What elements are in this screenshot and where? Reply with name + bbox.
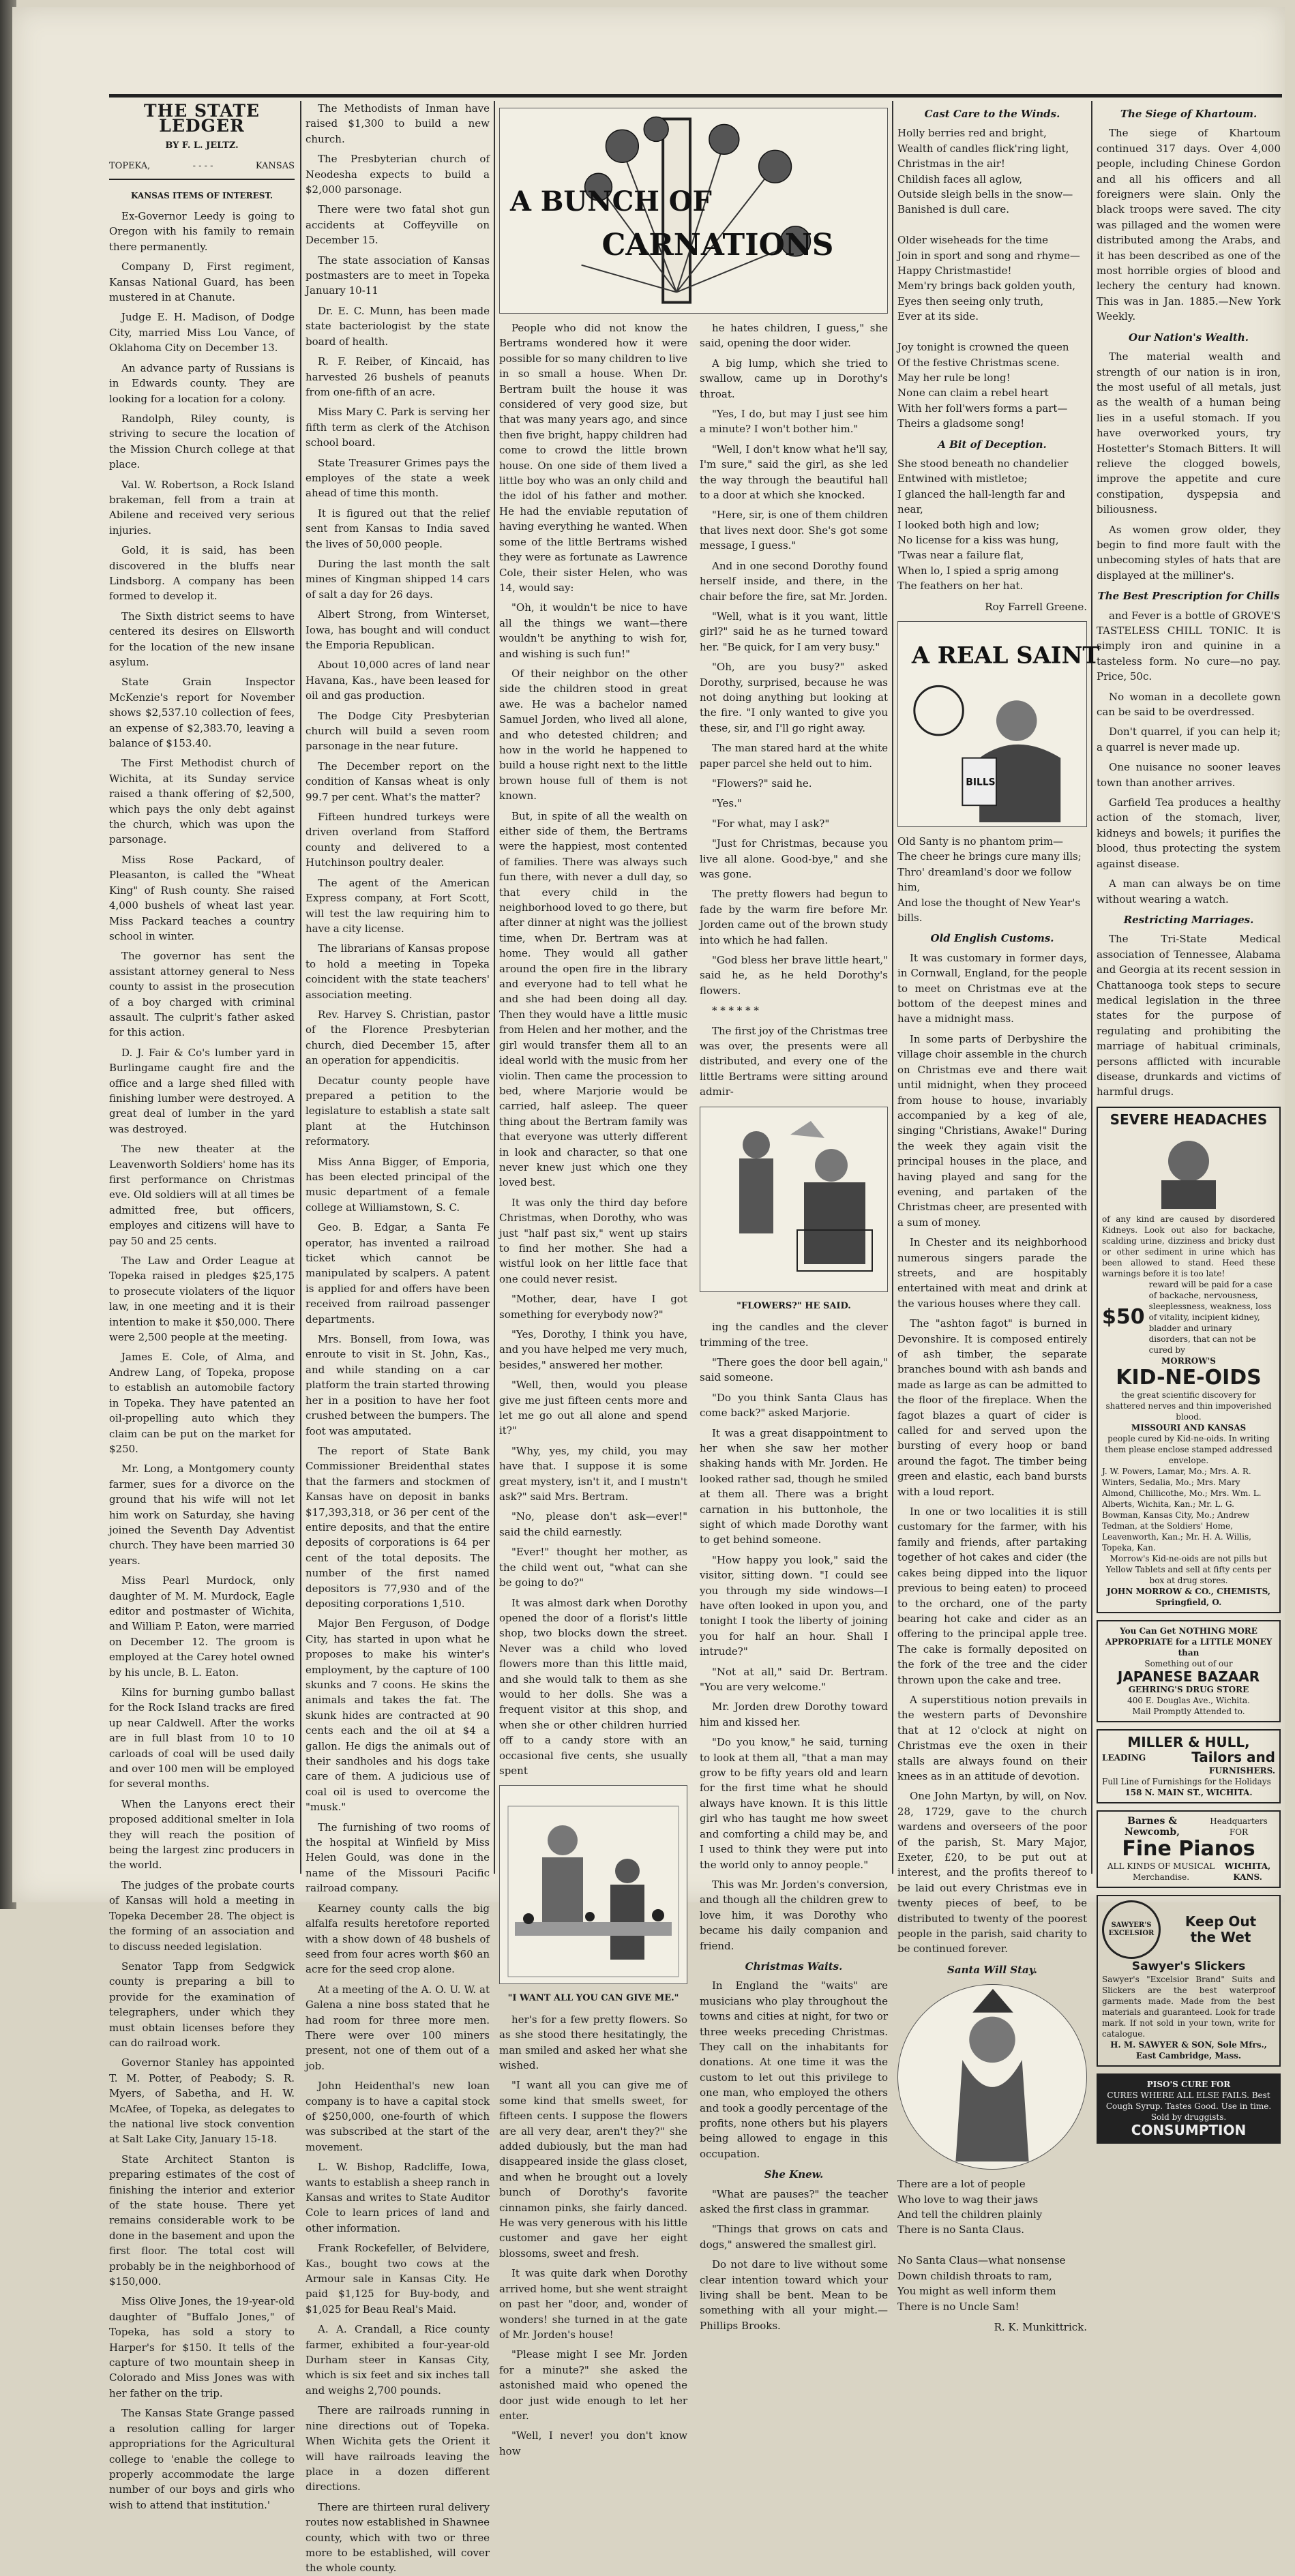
section-heading: KANSAS ITEMS OF INTEREST. bbox=[130, 190, 273, 200]
story-paragraph: "Yes." bbox=[712, 797, 742, 810]
story-paragraph: "Yes, Dorothy, I think you have, and you have helped me very much, besides," answered her mother. bbox=[499, 1328, 687, 1371]
miller-hull-ad bbox=[1097, 1729, 1281, 1803]
ad-address: 158 N. MAIN ST., WICHITA. bbox=[1125, 1787, 1253, 1797]
masthead-title: THE STATE LEDGER bbox=[144, 101, 260, 136]
news-item: Company D, First regiment, Kansas National Guard, has been mustered in at Chanute. bbox=[109, 260, 295, 304]
ad-side: GEHRING'S DRUG STORE bbox=[1128, 1685, 1249, 1694]
short-item: A man can always be on time without wearing a watch. bbox=[1097, 878, 1281, 905]
top-rule bbox=[109, 94, 1282, 98]
story-right-paras-2 bbox=[700, 1319, 888, 1953]
story-column bbox=[499, 101, 889, 2457]
news-item: Randolph, Riley county, is striving to secure the location of the Mission Church college at that place. bbox=[109, 412, 295, 471]
poem-santa-stay: There are a lot of people Who love to wag their jaws And tell the children plainly There is no Santa Claus. No Santa Claus—what nonsense Down childish throats to ram, You might as well inform them There is no Uncle Sam! bbox=[897, 2178, 1066, 2313]
story-paragraph: It was a great disappointment to her when she saw her mother shaking hands with Mr. Jorden. He looked rather sad, though he smiled at them all. There was a bright carnation in his buttonhole, the sight of which made Dorothy want to get behind someone. bbox=[700, 1426, 888, 1546]
news-item: State Treasurer Grimes pays the employes of the state a week ahead of time this month. bbox=[306, 456, 490, 500]
news-item: The Dodge City Presbyterian church will build a seven room parsonage in the near future. bbox=[306, 709, 490, 753]
poem-cast-care: Holly berries red and bright, Wealth of candles flick'ring light, Christmas in the air! Childish faces all aglow, Outside sleigh bells in the snow— Banished is dull care. Older wiseheads for the time Join in sport and song and rhyme— Happy Christmastide! Mem'ry brings back golden youth, Eyes then seeing only truth, Ever at its side. Joy tonight is crowned the queen Of the festive Christmas scene. May her rule be long! None can claim a rebel heart With her foll'wers forms a part— Theirs a gladsome song! bbox=[897, 127, 1080, 430]
short-item: Don't quarrel, if you can help it; a quarrel is never made up. bbox=[1097, 725, 1281, 753]
news-item: Major Ben Ferguson, of Dodge City, has started in upon what he proposes to make his winter's employment, by the capture of 100 skunks and 7 coons. He skins the animals and takes the fat. The skunk hides are contracted at 90 cents each and the oil at $4 a gallon. He digs the animals out of their sandholes and his dogs take care of them. A judicious use of coal oil is used to overcome the "musk." bbox=[306, 1617, 490, 1814]
news-item: Albert Strong, from Winterset, Iowa, has bought and will conduct the Emporia Republican. bbox=[306, 608, 490, 651]
illustration-caption: "FLOWERS?" HE SAID. bbox=[736, 1300, 851, 1311]
news-item: The December report on the condition of Kansas wheat is only 99.7 per cent. What's the matter? bbox=[306, 760, 490, 803]
news-item: Mrs. Bonsell, from Iowa, was enroute to visit in St. John, Kas., and while standing on a car platform the train started throwing her in a position to have her foot crushed between the bumpers. The foot was amputated. bbox=[306, 1333, 490, 1437]
sawyer-seal: SAWYER'S EXCELSIOR bbox=[1102, 1900, 1161, 1959]
story-paragraph: "For what, may I ask?" bbox=[712, 817, 830, 830]
barnes-newcomb-ad bbox=[1097, 1810, 1281, 1888]
story-paragraph: It was quite dark when Dorothy arrived home, but she went straight on past her "door, and, wonder of wonders! she turned in at the gate of Mr. Jorden's house! bbox=[499, 2267, 687, 2341]
story-paragraph: "Here, sir, is one of them children that lives next door. She's got some message, I guess." bbox=[700, 509, 888, 552]
customs-paragraph: In some parts of Derbyshire the village choir assemble in the church on Christmas eve and there wait until midnight, when they proceed from house to house, invariably accompanied by a keg of ale, singing "Christians, Awake!" During the week they again visit the principal houses in the place, and having played and sang for the evening, and partaken of the Christmas cheer, are presented with a sum of money. bbox=[897, 1032, 1087, 1229]
marriage-text: The Tri-State Medical association of Tennessee, Alabama and Georgia at its recent session in Chattanooga took steps to secure medical legislation in the three states for the purpose of regulating and prohibiting the marriage of habitual criminals, persons afflicted with incurable disease, drunkards and victims of harmful drugs. bbox=[1097, 933, 1281, 1098]
carnations-title-illustration bbox=[499, 108, 888, 314]
news-item: The new theater at the Leavenworth Soldiers' home has its first performance on Christmas eve. Old soldiers will at all times be admitted free, but officers, employes and citizens will have to pay 50 and 25 cents. bbox=[109, 1143, 295, 1247]
news-item: The Methodists of Inman have raised $1,300 to build a new church. bbox=[306, 102, 490, 145]
ad-product: CONSUMPTION bbox=[1131, 2122, 1247, 2139]
news-item: About 10,000 acres of land near Havana, Kas., have been leased for oil and gas production. bbox=[306, 659, 490, 702]
ad-testimonial: people cured by Kid-ne-oids. In writing them please enclose stamped addressed envelope. bbox=[1105, 1433, 1272, 1465]
florist-illustration bbox=[499, 1785, 687, 1984]
garfield-text: Garfield Tea produces a healthy action of the stomach, liver, kidneys and bowels; it purifies the blood, thus protecting the system against disease. bbox=[1097, 796, 1281, 870]
svg-text:BILLS: BILLS bbox=[966, 777, 996, 788]
news-item: Kearney county calls the big alfalfa results heretofore reported with a show down of 48 bushels of seed from four acres worth $60 an acre for the seed crop alone. bbox=[306, 1902, 490, 1976]
ad-line: Something out of our bbox=[1144, 1658, 1233, 1668]
news-briefs-list bbox=[306, 101, 490, 2576]
news-item: During the last month the salt mines of Kingman shipped 14 cars of salt a day for 26 days. bbox=[306, 557, 490, 601]
pisos-cure-ad bbox=[1097, 2073, 1281, 2143]
story-paragraph: her's for a few pretty flowers. So as she stood there hesitatingly, the man smiled and asked her what she wished. bbox=[499, 2013, 687, 2071]
story-paragraph: But, in spite of all the wealth on either side of them, the Bertrams were the happiest, most contented of families. There was always such fun there, with never a dull day, so that every child in the neighborhood loved to go there, but after dinner at night was the jolliest time, when Dr. Bertram was at home. They would all gather around the open fire in the library and everyone had to tell what he and she had been doing all day. Then they would have a little music from Helen and her mother, and the girl would transfer them all to an ideal world with the music from her violin. Then came the procession to bed, where Marjorie would be carried, half asleep. The queer thing about the Bertram family was that everyone was utterly different in look and character, so that one never knew just which one they loved best. bbox=[499, 809, 687, 1189]
story-paragraph: The first joy of the Christmas tree was over, the presents were all distributed, and every one of the little Bertrams were sitting around admir- bbox=[700, 1024, 889, 1098]
story-paragraph: And in one second Dorothy found herself inside, and there, in the chair before the fire, sat Mr. Jorden. bbox=[700, 559, 888, 603]
story-paragraph: ing the candles and the clever trimming of the tree. bbox=[700, 1321, 888, 1349]
story-left bbox=[499, 320, 687, 2463]
ad-address: 400 E. Douglas Ave., Wichita. bbox=[1127, 1696, 1250, 1705]
story-paragraph: A big lump, which she tried to swallow, came up in Dorothy's throat. bbox=[700, 357, 888, 400]
waits-text: In England the "waits" are musicians who play throughout the towns and cities at night, for two or three weeks preceding Christmas. They call on the inhabitants for donations. At one time it was the custom to let out this privilege to one man, who employed the others and took a goodly percentage of the profits, none others but his players being allowed to engage in this occupation. bbox=[700, 1979, 888, 2160]
ad-name: Barnes & Newcomb, bbox=[1124, 1815, 1180, 1838]
story-left-paras-2 bbox=[499, 2012, 687, 2459]
ad-body: Sawyer's "Excelsior Brand" Suits and Slickers are the best waterproof garments made. Made from the best materials and guaranteed. Look for trade mark. If not sold in your town, write for catalogue. bbox=[1102, 1975, 1275, 2039]
customs-paragraph: In Chester and its neighborhood numerous singers parade the streets, and are hospitably entertained with meat and drink at the various houses where they call. bbox=[897, 1236, 1087, 1310]
real-saint-illustration bbox=[897, 621, 1100, 827]
news-item: Judge E. H. Madison, of Dodge City, married Miss Lou Vance, of Oklahoma City on December 13. bbox=[109, 311, 295, 355]
knew-heading: She Knew. bbox=[764, 2168, 824, 2181]
column-rule bbox=[892, 101, 893, 1874]
story-paragraph: "Oh, it wouldn't be nice to have all the things we want—there wouldn't be anything to wish for, and wishing is such fun!" bbox=[499, 601, 687, 660]
story-body bbox=[499, 320, 888, 2463]
khartoum-heading: The Siege of Khartoum. bbox=[1120, 108, 1257, 120]
story-paragraph: "Do you know," he said, turning to look at them all, "that a man may grow to be fifty years old and learn for the first time what he should always have known. It is this little girl who has taught me how sweet and comforting a child may be, and I used to think they were put into the world only to annoy people." bbox=[700, 1736, 888, 1871]
news-item: The judges of the probate courts of Kansas will hold a meeting in Topeka December 28. The object is the forming of an association and to discuss needed legislation. bbox=[109, 1878, 295, 1953]
ad-leading: LEADING bbox=[1102, 1752, 1146, 1763]
news-item: There were two fatal shot gun accidents at Coffeyville on December 15. bbox=[306, 203, 490, 247]
news-item: Kilns for burning gumbo ballast for the Rock Island tracks are fired up near Caldwell. After the works are in full blast from 10 to 10 carloads of coal will be used daily and over 100 men will be employed for several months. bbox=[109, 1686, 295, 1791]
news-item: The First Methodist church of Wichita, at its Sunday service raised a thank offering of $2,500, which pays the only debt against the church, which was upon the parsonage. bbox=[109, 757, 295, 846]
marriage-heading: Restricting Marriages. bbox=[1123, 913, 1254, 926]
news-item: The state association of Kansas postmasters are to meet in Topeka January 10-11 bbox=[306, 254, 490, 297]
ad-slogan: the Wet bbox=[1190, 1928, 1251, 1945]
news-item: It is figured out that the relief sent from Kansas to India saved the lives of 50,000 people. bbox=[306, 507, 490, 550]
ad-reward-price: $50 bbox=[1102, 1304, 1145, 1329]
art-title-line1: A BUNCH OF bbox=[509, 186, 712, 218]
ad-brand: PISO'S CURE FOR bbox=[1146, 2080, 1231, 2090]
ad-headline: SEVERE HEADACHES bbox=[1110, 1111, 1268, 1128]
story-paragraph: The pretty flowers had begun to fade by the warm fire before Mr. Jorden came out of the brown study into which he had fallen. bbox=[700, 888, 888, 946]
customs-paragraph: The "ashton fagot" is burned in Devonshire. It is composed entirely of ash timber, the separate branches bound with ash bands and made as large as can be admitted to the floor of the fireplace. When the fagot blazes a quart of cider is called for and served upon the bursting of every hoop or band around the fagot. The timber being green and elastic, each band bursts with a loud report. bbox=[897, 1317, 1087, 1498]
news-item: Frank Rockefeller, of Belvidere, Kas., bought two cows at the Armour sale in Kansas City. He paid $1,125 for Buy-body, and $1,025 for Beau Real's Maid. bbox=[306, 2242, 490, 2316]
news-item: The Kansas State Grange passed a resolution calling for larger appropriations for the Agricultural college to 'enable the college to properly accommodate the large number of our boys and girls who wish to attend that institution.' bbox=[109, 2407, 295, 2511]
ad-slogan: Keep Out bbox=[1185, 1913, 1257, 1930]
story-paragraph: "Just for Christmas, because you live all alone. Good-bye," and she was gone. bbox=[700, 837, 888, 880]
jorden-illustration bbox=[700, 1107, 888, 1292]
story-paragraph: It was only the third day before Christmas, when Dorothy, who was just "half past six," went up stairs to find her mother. She had a wistful look on her little face that one could never resist. bbox=[499, 1196, 687, 1285]
story-left-paras bbox=[499, 320, 687, 1778]
news-item: State Architect Stanton is preparing estimates of the cost of finishing the interior and exterior of the state house. There yet remains considerable work to be done in the basement and upon the first floor. The total cost will probably be in the neighborhood of $150,000. bbox=[109, 2153, 295, 2288]
news-item: Miss Anna Bigger, of Emporia, has been elected principal of the music department of a female college at Williamstown, S. C. bbox=[306, 1155, 490, 1214]
sawyer-slickers-ad bbox=[1097, 1895, 1281, 2067]
column-news-briefs bbox=[306, 101, 490, 2575]
ad-product: KID-NE-OIDS bbox=[1116, 1365, 1262, 1390]
story-paragraph: "Do you think Santa Claus has come back?" asked Marjorie. bbox=[700, 1391, 888, 1420]
news-item: There are railroads running in nine directions out of Topeka. When Wichita gets the Orient it will have railroads leaving the place in a dozen different directions. bbox=[306, 2404, 490, 2493]
story-paragraph: "How happy you look," said the visitor, sitting down. "I could see you through my side windows—I have often looked in upon you, and tonight I took the liberty of joining you for half an hour. Shall I intrude?" bbox=[700, 1553, 888, 1658]
ad-maker: JOHN MORROW & CO., CHEMISTS, Springfield, O. bbox=[1106, 1586, 1271, 1607]
news-item: L. W. Bishop, Radcliffe, Iowa, wants to establish a sheep ranch in Kansas and writes to State Auditor Cole to learn prices of land and other information. bbox=[306, 2161, 490, 2234]
story-paragraph: It was almost dark when Dorothy opened the door of a florist's little shop, two blocks down the street. Never was a child who loved flowers more than this little maid, and she would talk to them as she would to her dolls. She was a frequent visitor at this shop, and when she or other children hurried off to a candy store with an occasional five cents, she usually spent bbox=[499, 1596, 687, 1777]
news-item: The furnishing of two rooms of the hospital at Winfield by Miss Helen Gould, was done in the name of the Missouri Pacific railroad company. bbox=[306, 1821, 490, 1895]
news-item: The agent of the American Express company, at Fort Scott, will test the law requiring him to have a city license. bbox=[306, 876, 490, 935]
story-paragraph: Mr. Jorden drew Dorothy toward him and kissed her. bbox=[700, 1701, 888, 1728]
dateline-city: TOPEKA, bbox=[109, 161, 151, 172]
ad-city: WICHITA, KANS. bbox=[1224, 1861, 1271, 1882]
ad-brand: MORROW'S bbox=[1161, 1356, 1216, 1366]
news-item: Ex-Governor Leedy is going to Oregon with his family to remain there permanently. bbox=[109, 210, 295, 253]
ad-reward-text: reward will be paid for a case of backache, nervousness, sleeplessness, weakness, loss of vitality, incipient kidney, bladder and urinary disorders, that can not be cured by bbox=[1148, 1279, 1272, 1355]
news-item: The librarians of Kansas propose to hold a meeting in Topeka coincident with the state teachers' association meeting. bbox=[306, 942, 490, 1001]
news-item: Gold, it is said, has been discovered in the bluffs near Lindsborg. A company has been formed to develop it. bbox=[109, 544, 295, 603]
news-item: An advance party of Russians is in Edwards county. They are looking for a location for a colony. bbox=[109, 361, 295, 405]
kansas-items-list bbox=[109, 209, 295, 2513]
story-paragraph: "Well, I never! you don't know how bbox=[499, 2429, 687, 2457]
ad-body: CURES WHERE ALL ELSE FAILS. Best Cough Syrup. Tastes Good. Use in time. Sold by druggists. bbox=[1105, 2091, 1272, 2123]
news-item: Miss Rose Packard, of Pleasanton, is called the "Wheat King" of Rush county. She raised 4,000 bushels of wheat last year. Miss Packard teaches a country school in winter. bbox=[109, 853, 295, 942]
brooks-quote: Do not dare to live without some clear intention toward which your living shall be bent. Mean to be something with all your might.—Phillips Brooks. bbox=[700, 2258, 888, 2332]
ad-name: MILLER & HULL, bbox=[1127, 1734, 1250, 1750]
column-rule bbox=[494, 101, 495, 1874]
story-paragraph: "Flowers?" said he. bbox=[712, 777, 812, 790]
news-item: The Law and Order League at Topeka raised in pledges $25,175 to prosecute violaters of the liquor law, in one meeting and it is their intention to make it $50,000. There were 2,500 people at the meeting. bbox=[109, 1255, 295, 1344]
story-right bbox=[700, 320, 888, 2463]
poem-heading: Cast Care to the Winds. bbox=[924, 108, 1060, 120]
ad-trade-2: FURNISHERS. bbox=[1208, 1765, 1275, 1776]
news-item: The governor has sent the assistant attorney general to Ness county to assist in the prosecution of a boy charged with criminal assault. The culprit's father asked for this action. bbox=[109, 950, 295, 1039]
ad-trade: Tailors and bbox=[1191, 1749, 1275, 1766]
story-paragraph: "Well, then, would you please give me just fifteen cents more and let me go out all alone and spend it?" bbox=[499, 1379, 687, 1437]
news-item: Decatur county people have prepared a petition to the legislature to establish a state salt plant at the Hutchinson reformatory. bbox=[306, 1074, 490, 1148]
knew-paragraph: "What are pauses?" the teacher asked the first class in grammar. bbox=[700, 2187, 888, 2216]
wealth-text: The material wealth and strength of our nation is in iron, the most useful of all metals, just as the wealth of a human being lies in a useful stomach. If you have overworked yours, try Hostetter's Stomach Bitters. It will relieve the clogged bowels, improve the appetite and cure constipation, dyspepsia and biliousness. bbox=[1097, 350, 1281, 516]
story-paragraph: "Why, yes, my child, you may have that. I suppose it is some great mystery, isn't it, and I mustn't ask?" said Mrs. Bertram. bbox=[499, 1444, 687, 1503]
story-right-paras bbox=[700, 320, 888, 1100]
ad-mail: Mail Promptly Attended to. bbox=[1132, 1707, 1245, 1716]
poem-old-santy: Old Santy is no phantom prim— The cheer he brings cure many ills; Thro' dreamland's door we follow him, And lose the thought of New Year's bills. bbox=[897, 835, 1082, 925]
news-item: State Grain Inspector McKenzie's report for November shows $2,537.10 collection of fees, an expense of $2,383.70, leaving a balance of $153.40. bbox=[109, 676, 295, 750]
story-paragraph: he hates children, I guess," she said, opening the door wider. bbox=[700, 322, 888, 350]
santa-heading: Santa Will Stay. bbox=[947, 1963, 1037, 1976]
customs-paragraph: A superstitious notion prevails in the western parts of Devonshire that at 12 o'clock at night on Christmas eve the oxen in their stalls are always found on their knees as in an attitude of devotion. bbox=[897, 1693, 1087, 1782]
customs-paras bbox=[897, 950, 1087, 1957]
dateline-dashes: - - - - bbox=[192, 161, 213, 172]
illustration-caption: "I WANT ALL YOU CAN GIVE ME." bbox=[507, 1993, 679, 2004]
news-item: The Presbyterian church of Neodesha expects to build a $2,000 parsonage. bbox=[306, 153, 490, 196]
ad-body: of any kind are caused by disordered Kidneys. Look out also for backache, scalding urine, dizziness and bricky dust or other sediment in urine which has been allowed to stand. Heed these warnings before it is too late! bbox=[1102, 1214, 1275, 1278]
news-item: Val. W. Robertson, a Rock Island brakeman, fell from a train at Abilene and received very serious injuries. bbox=[109, 478, 295, 537]
ad-names: J. W. Powers, Lamar, Mo.; Mrs. A. R. Winters, Sedalia, Mo.; Mrs. Mary Almond, Chillicothe, Mo.; Mrs. Wm. L. Alberts, Wichita, Kan.; Mr. L. G. Bowman, Kansas City, Mo.; Andrew Tedman, at the Soldiers' Home, Leavenworth, Kan.; Mr. H. A. Willis, Topeka, Kan. bbox=[1102, 1466, 1262, 1553]
news-item: The report of State Bank Commissioner Breidenthal states that the farmers and stockmen of Kansas have on deposit in banks $17,393,318, or 36 per cent of the entire deposits, and that the entire deposits of corporations is 64 per cent of the total deposits. The number of the first named depositors is 77,930 and of the depositing corporations 1,510. bbox=[306, 1444, 490, 1610]
news-item: Rev. Harvey S. Christian, pastor of the Florence Presbyterian church, died December 15, after an operation for appendicitis. bbox=[306, 1008, 490, 1067]
news-item: R. F. Reiber, of Kincaid, has harvested 26 bushels of peanuts from one-fifth of an acre. bbox=[306, 355, 490, 398]
byline: BY F. L. JELTZ. bbox=[165, 140, 239, 151]
news-item: Miss Mary C. Park is serving her fifth term as clerk of the Atchison school board. bbox=[306, 406, 490, 449]
poem-heading: A Bit of Deception. bbox=[938, 438, 1047, 451]
kidneoids-ad bbox=[1097, 1107, 1281, 1613]
story-paragraph: "God bless her brave little heart," said he, as he held Dorothy's flowers. bbox=[700, 954, 888, 997]
column-kansas-items bbox=[109, 101, 295, 2511]
news-item: Fifteen hundred turkeys were driven overland from Stafford county and delivered to a Hutchinson poultry dealer. bbox=[306, 811, 490, 869]
story-paragraph: "Oh, are you busy?" asked Dorothy, surprised, because he was not doing anything but looking at the fire. "I only wanted to give you these, sir, and I'll go right away. bbox=[700, 661, 888, 734]
dateline-state: KANSAS bbox=[255, 161, 295, 172]
poem-deception: She stood beneath no chandelier Entwined with mistletoe; I glanced the hall-length far and near, I looked both high and low; No license for a kiss was hung, 'Twas near a failure flat, When lo, I spied a sprig among The feathers on her hat. bbox=[897, 457, 1069, 593]
news-item: Senator Tapp from Sedgwick county is preparing a bill to provide for the examination of telegraphers, under which they must obtain licenses before they can do railroad work. bbox=[109, 1960, 295, 2049]
japanese-bazaar-ad bbox=[1097, 1620, 1281, 1722]
ad-region: MISSOURI AND KANSAS bbox=[1131, 1422, 1247, 1433]
ad-footer: Morrow's Kid-ne-oids are not pills but Yellow Tablets and sell at fifty cents per box at drug stores. bbox=[1105, 1553, 1272, 1585]
saint-title: A REAL SAINT bbox=[911, 641, 1100, 669]
ad-name: JAPANESE BAZAAR bbox=[1117, 1668, 1260, 1685]
ad-line: Full Line of Furnishings for the Holidays bbox=[1102, 1776, 1271, 1786]
santa-illustration bbox=[897, 1984, 1087, 2170]
customs-heading: Old English Customs. bbox=[930, 932, 1054, 945]
story-paragraph: "No, please don't ask—ever!" said the child earnestly. bbox=[499, 1510, 687, 1538]
story-paragraph: "Ever!" thought her mother, as the child went out, "what can she be going to do?" bbox=[499, 1546, 687, 1589]
story-paragraph: "Not at all," said Dr. Bertram. "You are very welcome." bbox=[700, 1665, 888, 1694]
story-paragraph: "Mother, dear, have I got something for everybody now?" bbox=[499, 1293, 687, 1321]
bonnet-text: As women grow older, they begin to find more fault with the unbecoming styles of hats that are displayed at the milliner's. bbox=[1097, 523, 1281, 582]
customs-paragraph: It was customary in former days, in Cornwall, England, for the people to meet on Christmas eve at the bottom of the deepest mines and have a midnight mass. bbox=[897, 951, 1087, 1025]
chill-text: and Fever is a bottle of GROVE'S TASTELESS CHILL TONIC. It is simply iron and quinine in a tasteless form. No cure—no pay. Price, 50c. bbox=[1097, 609, 1281, 683]
story-paragraph: People who did not know the Bertrams wondered how it were possible for so many children to live in so small a house. When Dr. Bertram built the house it was considered of very good size, but that was many years ago, and since then five bright, happy children had come to crowd the little brown house. On one side of them lived a little boy who was an only child and the idol of his father and mother. He had the enviable reputation of having everything he wanted. When some of the little Bertrams wished they were as fortunate as Lawrence Cole, their sister Helen, who was 14, would say: bbox=[499, 322, 687, 594]
story-paragraph: "I want all you can give me of some kind that smells sweet, for fifteen cents. I suppose the flowers are all very dear, aren't they?" she added dubiously, but the man had disappeared inside the glass closet, and when he brought out a lovely bunch of Dorothy's favorite cinnamon pinks, she fairly danced. He was very generous with his little customer and gave her eight blossoms, sweet and fresh. bbox=[499, 2079, 687, 2260]
column-poems-customs bbox=[897, 101, 1100, 2333]
santa-signature: R. K. Munkittrick. bbox=[994, 2320, 1087, 2333]
story-paragraph: "Well, I don't know what he'll say, I'm sure," said the girl, as she led the way through the beautiful hall to a door at which she knocked. bbox=[700, 443, 888, 502]
ad-product: Fine Pianos bbox=[1122, 1836, 1255, 1861]
story-paragraph: "Please might I see Mr. Jorden for a minute?" she asked the astonished maid who opened the door just wide enough to let her enter. bbox=[499, 2348, 687, 2422]
story-paragraph: This was Mr. Jorden's conversion, and though all the children grew to love him, it was Dorothy who became his daily companion and friend. bbox=[700, 1878, 888, 1952]
wealth-heading: Our Nation's Wealth. bbox=[1129, 331, 1249, 344]
waits-heading: Christmas Waits. bbox=[745, 1960, 843, 1973]
ad-desc: the great scientific discovery for shattered nerves and thin impoverished blood. bbox=[1105, 1390, 1272, 1422]
ad-maker: H. M. SAWYER & SON, Sole Mfrs., East Cambridge, Mass. bbox=[1110, 2040, 1267, 2061]
news-item: John Heidenthal's new loan company is to have a capital stock of $250,000, one-fourth of which was subscribed at the start of the movement. bbox=[306, 2080, 490, 2153]
short-item: One nuisance no sooner leaves town than another arrives. bbox=[1097, 761, 1281, 789]
knew-paragraph: "Things that grows on cats and dogs," answered the smallest girl. bbox=[700, 2223, 888, 2251]
story-paragraph: * * * * * * bbox=[712, 1004, 759, 1017]
dateline bbox=[109, 159, 295, 179]
news-item: Mr. Long, a Montgomery county farmer, sues for a divorce on the ground that his wife will not let him work on Saturday, she having joined the Seventh Day Adventist church. They have been married 30 years. bbox=[109, 1463, 295, 1567]
news-item: James E. Cole, of Alma, and Andrew Lang, of Topeka, propose to establish an automobile factory in Topeka. They have patented an oil-propelling auto which they claim can be put on the market for $250. bbox=[109, 1351, 295, 1455]
art-title-line2: CARNATIONS bbox=[601, 227, 834, 263]
news-item: Miss Pearl Murdock, only daughter of M. M. Murdock, Eagle editor and postmaster of Wichita, and William P. Eaton, were married on December 12. The groom is employed at the Carey hotel owned by his uncle, B. L. Eaton. bbox=[109, 1574, 295, 1679]
story-paragraph: Of their neighbor on the other side the children stood in great awe. He was a bachelor named Samuel Jorden, who lived all alone, and who detested children; and how in the world he happened to build a house right next to the little brown house full of them is not known. bbox=[499, 667, 687, 803]
short-item: No woman in a decollete gown can be said to be overdressed. bbox=[1097, 690, 1281, 719]
story-paragraph: "There goes the door bell again," said someone. bbox=[700, 1356, 888, 1384]
news-item: Governor Stanley has appointed T. M. Potter, of Peabody; S. R. Myers, of Sabetha, and H. W. McAfee, of Topeka, as delegates to the national live stock convention at Salt Lake City, January 15-18. bbox=[109, 2056, 295, 2146]
knew-paras bbox=[700, 2187, 888, 2253]
customs-paragraph: In one or two localities it is still customary for the farmer, with his family and friends, after partaking together of hot cakes and cider (the cakes being dipped into the liquor previous to being eaten) to proceed to the orchard, one of the party bearing hot cake and cider as an offering to the principal apple tree. The cake is formally deposited on the fork of the tree and the cider thrown upon the cake and tree. bbox=[897, 1506, 1087, 1686]
story-paragraph: "Yes, I do, but may I just see him a minute? I won't bother him." bbox=[700, 408, 888, 436]
ad-line: You Can Get NOTHING MORE APPROPRIATE for a LITTLE MONEY than bbox=[1105, 1626, 1272, 1658]
news-item: There are thirteen rural delivery routes now established in Shawnee county, which with two or three more to be established, will cover the whole county. bbox=[306, 2500, 490, 2575]
chill-heading: The Best Prescription for Chills bbox=[1097, 590, 1280, 603]
story-paragraph: The man stared hard at the white paper parcel she held out to him. bbox=[700, 742, 888, 770]
ad-sub: ALL KINDS OF MUSICAL Merchandise. bbox=[1107, 1861, 1215, 1882]
news-item: Miss Olive Jones, the 19-year-old daughter of "Buffalo Jones," of Topeka, has sold a story to Harper's for $150. It tells of the capture of two mountain sheep in Colorado and Miss Jones was with her father on the trip. bbox=[109, 2295, 295, 2399]
news-item: When the Lanyons erect their proposed additional smelter in Iola they will reach the position of being the largest zinc producers in the world. bbox=[109, 1797, 295, 1872]
news-item: Dr. E. C. Munn, has been made state bacteriologist by the state board of health. bbox=[306, 304, 490, 348]
news-item: A. A. Crandall, a Rice county farmer, exhibited a four-year-old Durham steer in Kansas City, which is six feet and six inches tall and weighs 2,700 pounds. bbox=[306, 2323, 490, 2397]
column-rule bbox=[1091, 101, 1092, 1874]
news-item: Geo. B. Edgar, a Santa Fe operator, has invented a railroad ticket which cannot be manipulated by scalpers. A patent is applied for and offers have been received from railroad passenger departments. bbox=[306, 1221, 490, 1326]
news-item: At a meeting of the A. O. U. W. at Galena a nine boss stated that he had room for three more men. There were over 100 miners present, not one of them out of a job. bbox=[306, 1983, 490, 2072]
news-item: The Sixth district seems to have centered its desires on Ellsworth for the location of the new insane asylum. bbox=[109, 610, 295, 668]
news-item: D. J. Fair & Co's lumber yard in Burlingame caught fire and the office and a large shed filled with finishing lumber were destroyed. A great deal of lumber in the yard was destroyed. bbox=[109, 1046, 295, 1135]
ad-hq: Headquarters FOR bbox=[1210, 1816, 1268, 1837]
carnations-art bbox=[500, 108, 887, 313]
customs-paragraph: One John Martyn, by will, on Nov. 28, 1729, gave to the church wardens and overseers of the poor of the parish, St. Mary Major, Exeter, £20, to be put out at interest, and the profits thereof to be laid out every Christmas eve in twenty pieces of beef, to be distributed to twenty of the poorest people in the parish, said charity to be continued forever. bbox=[897, 1790, 1087, 1956]
column-misc-ads bbox=[1097, 101, 1281, 2139]
story-paragraph: "Well, what is it you want, little girl?" said he as he turned toward her. "Be quick, for I am very busy." bbox=[700, 610, 888, 653]
khartoum-text: The siege of Khartoum continued 317 days. Over 4,000 people, including Chinese Gordon and all his officers and all foreigners were slain. Only the black troops were saved. The city was pillaged and the women were distributed among the Arabs, and it has been described as one of the most horrible orgies of blood and lechery the century had known. This was in Jan. 1885.—New York Weekly. bbox=[1097, 127, 1281, 323]
poem-signature: Roy Farrell Greene. bbox=[985, 600, 1087, 613]
ad-product: Sawyer's Slickers bbox=[1131, 1959, 1246, 1973]
column-rule bbox=[300, 101, 301, 1874]
